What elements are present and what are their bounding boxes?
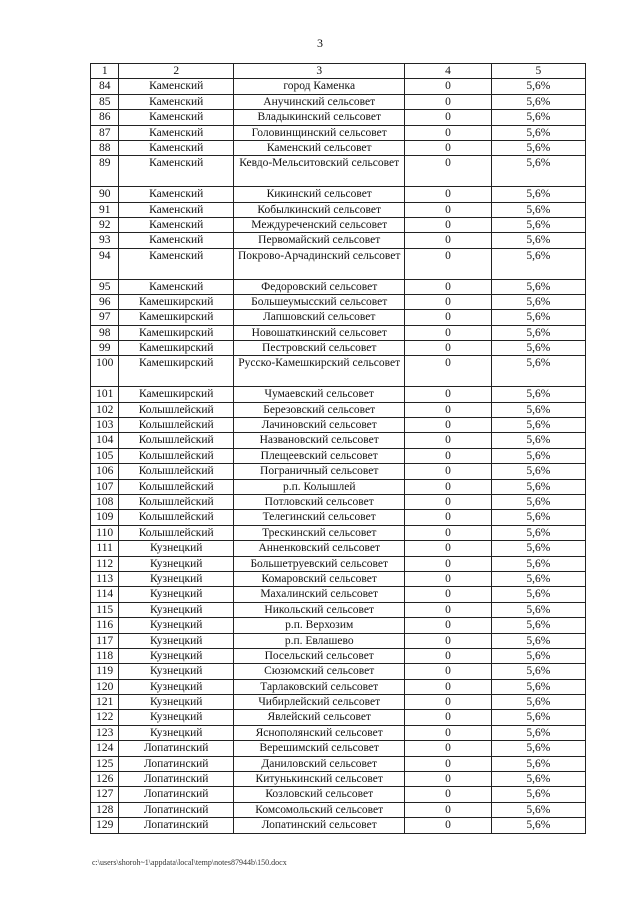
value-cell: 0 [405, 525, 491, 540]
municipality-cell: Лопатинский сельсовет [234, 818, 405, 833]
table-row [91, 79, 586, 94]
percent-cell: 5,6% [491, 571, 585, 586]
value-cell: 0 [405, 248, 491, 279]
district-cell: Каменский [119, 279, 234, 294]
municipality-cell: Даниловский сельсовет [234, 756, 405, 771]
municipality-cell: Яснополянский сельсовет [234, 725, 405, 740]
row-number-cell: 106 [91, 464, 119, 479]
table-row [91, 433, 586, 448]
value-cell: 0 [405, 695, 491, 710]
district-cell: Кузнецкий [119, 602, 234, 617]
value-cell: 0 [405, 818, 491, 833]
row-number-cell: 122 [91, 710, 119, 725]
municipality-cell: Первомайский сельсовет [234, 233, 405, 248]
value-cell: 0 [405, 402, 491, 417]
value-cell: 0 [405, 110, 491, 125]
table-row [91, 587, 586, 602]
percent-cell: 5,6% [491, 140, 585, 155]
row-number-cell: 102 [91, 402, 119, 417]
district-cell: Кузнецкий [119, 664, 234, 679]
table-row [91, 479, 586, 494]
table-row [91, 741, 586, 756]
district-cell: Каменский [119, 217, 234, 232]
district-cell: Колышлейский [119, 464, 234, 479]
row-number-cell: 107 [91, 479, 119, 494]
row-number-cell: 127 [91, 787, 119, 802]
row-number-cell: 101 [91, 387, 119, 402]
percent-cell: 5,6% [491, 248, 585, 279]
percent-cell: 5,6% [491, 725, 585, 740]
value-cell: 0 [405, 387, 491, 402]
row-number-cell: 121 [91, 695, 119, 710]
value-cell: 0 [405, 202, 491, 217]
row-number-cell: 84 [91, 79, 119, 94]
percent-cell: 5,6% [491, 448, 585, 463]
row-number-cell: 87 [91, 125, 119, 140]
municipality-cell: Телегинский сельсовет [234, 510, 405, 525]
value-cell: 0 [405, 433, 491, 448]
row-number-cell: 113 [91, 571, 119, 586]
percent-cell: 5,6% [491, 587, 585, 602]
municipality-cell: Покрово-Арчадинский сельсовет [234, 248, 405, 279]
percent-cell: 5,6% [491, 310, 585, 325]
district-cell: Кузнецкий [119, 679, 234, 694]
percent-cell: 5,6% [491, 664, 585, 679]
table-row [91, 387, 586, 402]
table-row [91, 494, 586, 509]
municipality-cell: Березовский сельсовет [234, 402, 405, 417]
percent-cell: 5,6% [491, 464, 585, 479]
value-cell: 0 [405, 479, 491, 494]
row-number-cell: 119 [91, 664, 119, 679]
header-cell: 2 [119, 64, 234, 79]
row-number-cell: 85 [91, 94, 119, 109]
row-number-cell: 97 [91, 310, 119, 325]
table-row [91, 818, 586, 833]
table-row [91, 541, 586, 556]
municipality-cell: Русско-Камешкирский сельсовет [234, 356, 405, 387]
municipality-cell: Махалинский сельсовет [234, 587, 405, 602]
value-cell: 0 [405, 125, 491, 140]
district-cell: Кузнецкий [119, 556, 234, 571]
municipality-cell: Комсомольский сельсовет [234, 802, 405, 817]
district-cell: Кузнецкий [119, 633, 234, 648]
value-cell: 0 [405, 618, 491, 633]
row-number-cell: 126 [91, 772, 119, 787]
table-row [91, 571, 586, 586]
district-cell: Колышлейский [119, 525, 234, 540]
row-number-cell: 98 [91, 325, 119, 340]
value-cell: 0 [405, 602, 491, 617]
municipality-cell: Кевдо-Мельситовский сельсовет [234, 156, 405, 187]
district-cell: Лопатинский [119, 756, 234, 771]
value-cell: 0 [405, 802, 491, 817]
table-row [91, 325, 586, 340]
page-number: 3 [317, 36, 323, 50]
value-cell: 0 [405, 187, 491, 202]
row-number-cell: 93 [91, 233, 119, 248]
row-number-cell: 88 [91, 140, 119, 155]
row-number-cell: 109 [91, 510, 119, 525]
table-row [91, 802, 586, 817]
table-row [91, 618, 586, 633]
municipality-cell: Никольский сельсовет [234, 602, 405, 617]
row-number-cell: 104 [91, 433, 119, 448]
row-number-cell: 110 [91, 525, 119, 540]
row-number-cell: 91 [91, 202, 119, 217]
row-number-cell: 90 [91, 187, 119, 202]
value-cell: 0 [405, 94, 491, 109]
percent-cell: 5,6% [491, 202, 585, 217]
row-number-cell: 95 [91, 279, 119, 294]
table-row [91, 217, 586, 232]
district-cell: Колышлейский [119, 433, 234, 448]
row-number-cell: 99 [91, 341, 119, 356]
percent-cell: 5,6% [491, 479, 585, 494]
row-number-cell: 105 [91, 448, 119, 463]
row-number-cell: 86 [91, 110, 119, 125]
municipality-cell: Большетруевский сельсовет [234, 556, 405, 571]
percent-cell: 5,6% [491, 525, 585, 540]
municipality-cell: Трескинский сельсовет [234, 525, 405, 540]
table-row [91, 418, 586, 433]
table-row [91, 772, 586, 787]
percent-cell: 5,6% [491, 187, 585, 202]
table-row [91, 202, 586, 217]
table-row [91, 94, 586, 109]
percent-cell: 5,6% [491, 787, 585, 802]
district-cell: Лопатинский [119, 787, 234, 802]
value-cell: 0 [405, 79, 491, 94]
percent-cell: 5,6% [491, 325, 585, 340]
percent-cell: 5,6% [491, 710, 585, 725]
municipality-cell: Владыкинский сельсовет [234, 110, 405, 125]
value-cell: 0 [405, 217, 491, 232]
value-cell: 0 [405, 787, 491, 802]
district-cell: Лопатинский [119, 802, 234, 817]
percent-cell: 5,6% [491, 233, 585, 248]
value-cell: 0 [405, 356, 491, 387]
municipality-cell: Китунькинский сельсовет [234, 772, 405, 787]
percent-cell: 5,6% [491, 294, 585, 309]
table-row [91, 402, 586, 417]
municipality-cell: Верешимский сельсовет [234, 741, 405, 756]
value-cell: 0 [405, 494, 491, 509]
table-row [91, 602, 586, 617]
row-number-cell: 115 [91, 602, 119, 617]
municipality-cell: Анненковский сельсовет [234, 541, 405, 556]
table-row [91, 310, 586, 325]
district-cell: Каменский [119, 125, 234, 140]
row-number-cell: 123 [91, 725, 119, 740]
row-number-cell: 108 [91, 494, 119, 509]
table-row [91, 756, 586, 771]
municipality-cell: Лачиновский сельсовет [234, 418, 405, 433]
row-number-cell: 118 [91, 648, 119, 663]
header-cell: 4 [405, 64, 491, 79]
table-row [91, 448, 586, 463]
percent-cell: 5,6% [491, 110, 585, 125]
municipality-cell: Посельский сельсовет [234, 648, 405, 663]
table-row [91, 356, 586, 387]
value-cell: 0 [405, 741, 491, 756]
district-cell: Каменский [119, 248, 234, 279]
table-row [91, 648, 586, 663]
row-number-cell: 111 [91, 541, 119, 556]
municipality-cell: р.п. Колышлей [234, 479, 405, 494]
municipality-cell: Кикинский сельсовет [234, 187, 405, 202]
value-cell: 0 [405, 294, 491, 309]
municipality-cell: Анучинский сельсовет [234, 94, 405, 109]
district-cell: Кузнецкий [119, 587, 234, 602]
value-cell: 0 [405, 140, 491, 155]
header-cell: 5 [491, 64, 585, 79]
row-number-cell: 103 [91, 418, 119, 433]
percent-cell: 5,6% [491, 402, 585, 417]
percent-cell: 5,6% [491, 818, 585, 833]
table-row [91, 110, 586, 125]
district-cell: Каменский [119, 187, 234, 202]
district-cell: Лопатинский [119, 772, 234, 787]
district-cell: Кузнецкий [119, 648, 234, 663]
district-cell: Каменский [119, 110, 234, 125]
row-number-cell: 124 [91, 741, 119, 756]
value-cell: 0 [405, 156, 491, 187]
table-row [91, 695, 586, 710]
table-row [91, 279, 586, 294]
district-cell: Камешкирский [119, 356, 234, 387]
municipality-cell: Чумаевский сельсовет [234, 387, 405, 402]
percent-cell: 5,6% [491, 79, 585, 94]
district-cell: Колышлейский [119, 494, 234, 509]
district-cell: Кузнецкий [119, 541, 234, 556]
table-row [91, 187, 586, 202]
row-number-cell: 100 [91, 356, 119, 387]
table-row [91, 679, 586, 694]
table-row [91, 556, 586, 571]
percent-cell: 5,6% [491, 756, 585, 771]
row-number-cell: 112 [91, 556, 119, 571]
percent-cell: 5,6% [491, 510, 585, 525]
table-row [91, 125, 586, 140]
row-number-cell: 89 [91, 156, 119, 187]
value-cell: 0 [405, 418, 491, 433]
municipality-cell: р.п. Евлашево [234, 633, 405, 648]
table-row [91, 294, 586, 309]
table-row [91, 233, 586, 248]
percent-cell: 5,6% [491, 418, 585, 433]
value-cell: 0 [405, 233, 491, 248]
district-cell: Каменский [119, 79, 234, 94]
table-row [91, 140, 586, 155]
value-cell: 0 [405, 571, 491, 586]
row-number-cell: 117 [91, 633, 119, 648]
district-cell: Камешкирский [119, 387, 234, 402]
table-row [91, 341, 586, 356]
percent-cell: 5,6% [491, 602, 585, 617]
municipality-cell: Федоровский сельсовет [234, 279, 405, 294]
value-cell: 0 [405, 341, 491, 356]
percent-cell: 5,6% [491, 556, 585, 571]
table-row [91, 156, 586, 187]
table-header-row [91, 64, 586, 79]
district-cell: Каменский [119, 233, 234, 248]
percent-cell: 5,6% [491, 772, 585, 787]
municipality-cell: Тарлаковский сельсовет [234, 679, 405, 694]
district-cell: Колышлейский [119, 418, 234, 433]
municipality-cell: Потловский сельсовет [234, 494, 405, 509]
district-cell: Камешкирский [119, 310, 234, 325]
table-row [91, 710, 586, 725]
district-cell: Колышлейский [119, 448, 234, 463]
value-cell: 0 [405, 556, 491, 571]
value-cell: 0 [405, 310, 491, 325]
percent-cell: 5,6% [491, 217, 585, 232]
table-row [91, 525, 586, 540]
percent-cell: 5,6% [491, 633, 585, 648]
district-cell: Кузнецкий [119, 618, 234, 633]
percent-cell: 5,6% [491, 648, 585, 663]
value-cell: 0 [405, 648, 491, 663]
value-cell: 0 [405, 710, 491, 725]
percent-cell: 5,6% [491, 802, 585, 817]
district-cell: Колышлейский [119, 479, 234, 494]
value-cell: 0 [405, 510, 491, 525]
percent-cell: 5,6% [491, 679, 585, 694]
district-cell: Каменский [119, 140, 234, 155]
table-row [91, 664, 586, 679]
value-cell: 0 [405, 772, 491, 787]
percent-cell: 5,6% [491, 156, 585, 187]
district-cell: Кузнецкий [119, 710, 234, 725]
value-cell: 0 [405, 587, 491, 602]
value-cell: 0 [405, 664, 491, 679]
percent-cell: 5,6% [491, 433, 585, 448]
table-row [91, 510, 586, 525]
percent-cell: 5,6% [491, 695, 585, 710]
header-cell: 3 [234, 64, 405, 79]
percent-cell: 5,6% [491, 618, 585, 633]
row-number-cell: 128 [91, 802, 119, 817]
district-cell: Каменский [119, 156, 234, 187]
value-cell: 0 [405, 756, 491, 771]
district-cell: Каменский [119, 94, 234, 109]
district-cell: Кузнецкий [119, 725, 234, 740]
footer-file-path: c:\users\shoroh~1\appdata\local\temp\notes87944b\150.docx [92, 858, 287, 867]
percent-cell: 5,6% [491, 494, 585, 509]
percent-cell: 5,6% [491, 279, 585, 294]
municipality-cell: Козловский сельсовет [234, 787, 405, 802]
municipality-cell: Комаровский сельсовет [234, 571, 405, 586]
municipality-cell: Явлейский сельсовет [234, 710, 405, 725]
municipality-cell: Пестровский сельсовет [234, 341, 405, 356]
municipality-cell: Кобылкинский сельсовет [234, 202, 405, 217]
district-cell: Каменский [119, 202, 234, 217]
value-cell: 0 [405, 633, 491, 648]
row-number-cell: 96 [91, 294, 119, 309]
header-cell: 1 [91, 64, 119, 79]
percent-cell: 5,6% [491, 541, 585, 556]
municipality-cell: Большеумысский сельсовет [234, 294, 405, 309]
table-body [91, 79, 586, 833]
value-cell: 0 [405, 279, 491, 294]
district-cell: Кузнецкий [119, 695, 234, 710]
table-row [91, 464, 586, 479]
district-cell: Камешкирский [119, 341, 234, 356]
district-cell: Колышлейский [119, 402, 234, 417]
percent-cell: 5,6% [491, 356, 585, 387]
municipality-cell: Междуреченский сельсовет [234, 217, 405, 232]
district-cell: Лопатинский [119, 741, 234, 756]
row-number-cell: 94 [91, 248, 119, 279]
row-number-cell: 92 [91, 217, 119, 232]
municipality-cell: Пограничный сельсовет [234, 464, 405, 479]
percent-cell: 5,6% [491, 94, 585, 109]
value-cell: 0 [405, 325, 491, 340]
value-cell: 0 [405, 679, 491, 694]
row-number-cell: 116 [91, 618, 119, 633]
percent-cell: 5,6% [491, 741, 585, 756]
value-cell: 0 [405, 464, 491, 479]
district-cell: Камешкирский [119, 294, 234, 309]
municipality-cell: город Каменка [234, 79, 405, 94]
municipality-cell: Каменский сельсовет [234, 140, 405, 155]
municipality-cell: р.п. Верхозим [234, 618, 405, 633]
table-row [91, 633, 586, 648]
percent-cell: 5,6% [491, 387, 585, 402]
district-cell: Колышлейский [119, 510, 234, 525]
municipality-cell: Новошаткинский сельсовет [234, 325, 405, 340]
district-cell: Лопатинский [119, 818, 234, 833]
municipality-cell: Головинщинский сельсовет [234, 125, 405, 140]
district-cell: Камешкирский [119, 325, 234, 340]
municipality-cell: Названовский сельсовет [234, 433, 405, 448]
value-cell: 0 [405, 541, 491, 556]
value-cell: 0 [405, 725, 491, 740]
table-row [91, 725, 586, 740]
municipality-cell: Лапшовский сельсовет [234, 310, 405, 325]
value-cell: 0 [405, 448, 491, 463]
row-number-cell: 120 [91, 679, 119, 694]
data-table [90, 63, 586, 834]
row-number-cell: 125 [91, 756, 119, 771]
row-number-cell: 129 [91, 818, 119, 833]
percent-cell: 5,6% [491, 341, 585, 356]
municipality-cell: Плещеевский сельсовет [234, 448, 405, 463]
table-row [91, 787, 586, 802]
percent-cell: 5,6% [491, 125, 585, 140]
district-cell: Кузнецкий [119, 571, 234, 586]
row-number-cell: 114 [91, 587, 119, 602]
table-row [91, 248, 586, 279]
municipality-cell: Чибирлейский сельсовет [234, 695, 405, 710]
municipality-cell: Сюзюмский сельсовет [234, 664, 405, 679]
